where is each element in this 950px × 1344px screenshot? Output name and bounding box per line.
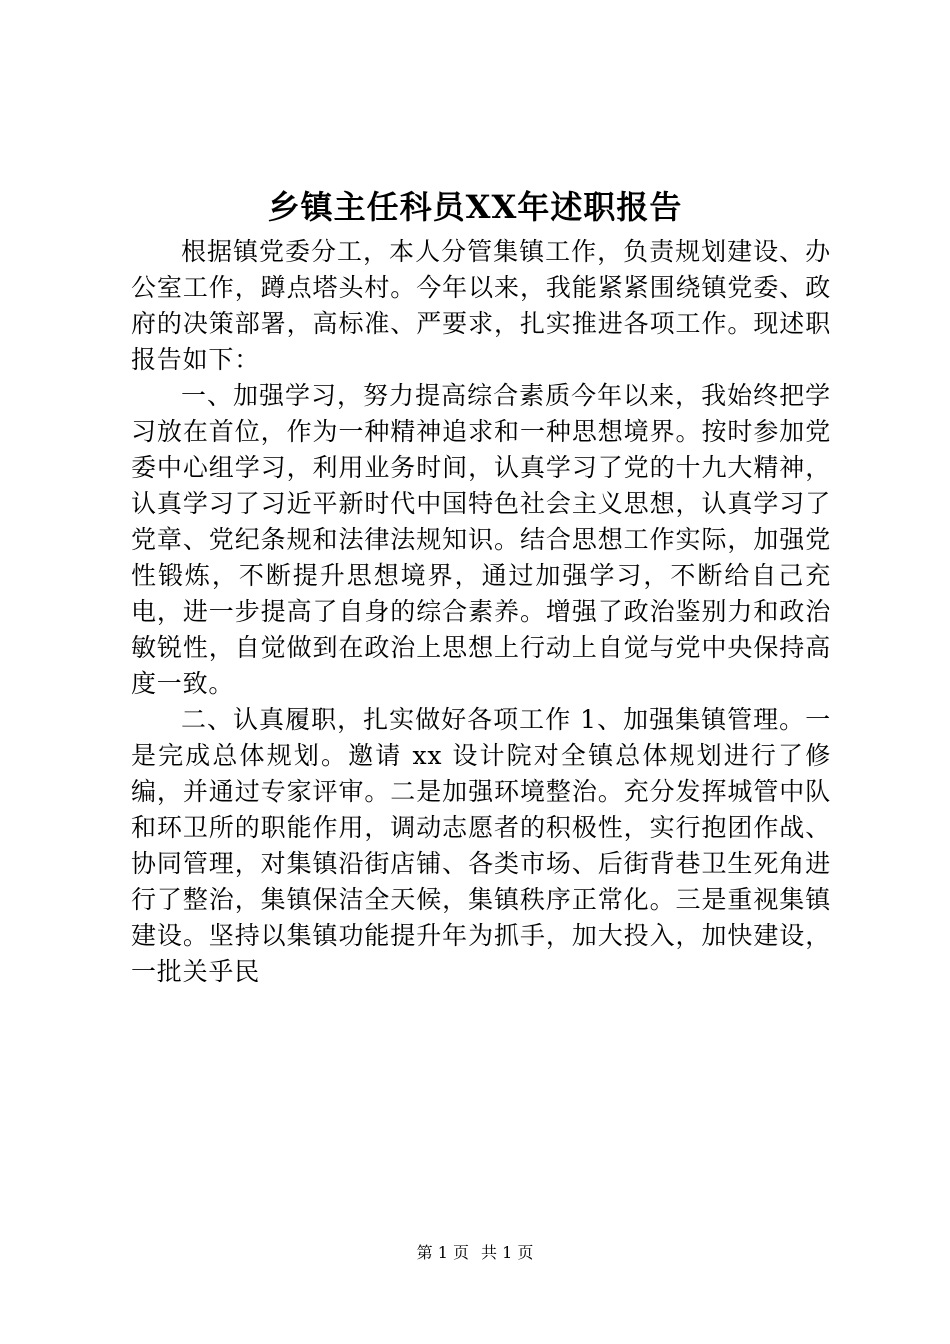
page-footer [0, 1241, 950, 1265]
paragraph-intro: 根据镇党委分工，本人分管集镇工作，负责规划建设、办公室工作，蹲点塔头村。今年以来，我能紧紧围绕镇党委、政府的决策部署，高标准、严要求，扎实推进各项工作。现述职报告如下： [131, 237, 831, 374]
page-number-current: 第 1 页 [416, 1243, 469, 1262]
document-title: 乡镇主任科员XX年述职报告 [267, 188, 683, 226]
paragraph-section-two: 二、认真履职，扎实做好各项工作 1、加强集镇管理。一是完成总体规划。邀请 xx 设计院对全镇总体规划进行了修编，并通过专家评审。二是加强环境整治。充分发挥城管中队和环卫所的职能作用，调动志愿者的积极性，实行抱团作战、协同管理，对集镇沿街店铺、各类市场、后街背巷卫生死角进行了整治，集镇保洁全天候，集镇秩序正常化。三是重视集镇建设。坚持以集镇功能提升年为抓手，加大投入，加快建设，一批关乎民 [131, 705, 831, 986]
page-number-total: 共 1 页 [481, 1243, 534, 1262]
document-body [131, 234, 831, 990]
paragraph-section-one: 一、加强学习，努力提高综合素质今年以来，我始终把学习放在首位，作为一种精神追求和一种思想境界。按时参加党委中心组学习，利用业务时间，认真学习了党的十九大精神，认真学习了习近平新时代中国特色社会主义思想，认真学习了党章、党纪条规和法律法规知识。结合思想工作实际，加强党性锻炼，不断提升思想境界，通过加强学习，不断给自己充电，进一步提高了自身的综合素养。增强了政治鉴别力和政治敏锐性，自觉做到在政治上思想上行动上自觉与党中央保持高度一致。 [131, 381, 831, 698]
